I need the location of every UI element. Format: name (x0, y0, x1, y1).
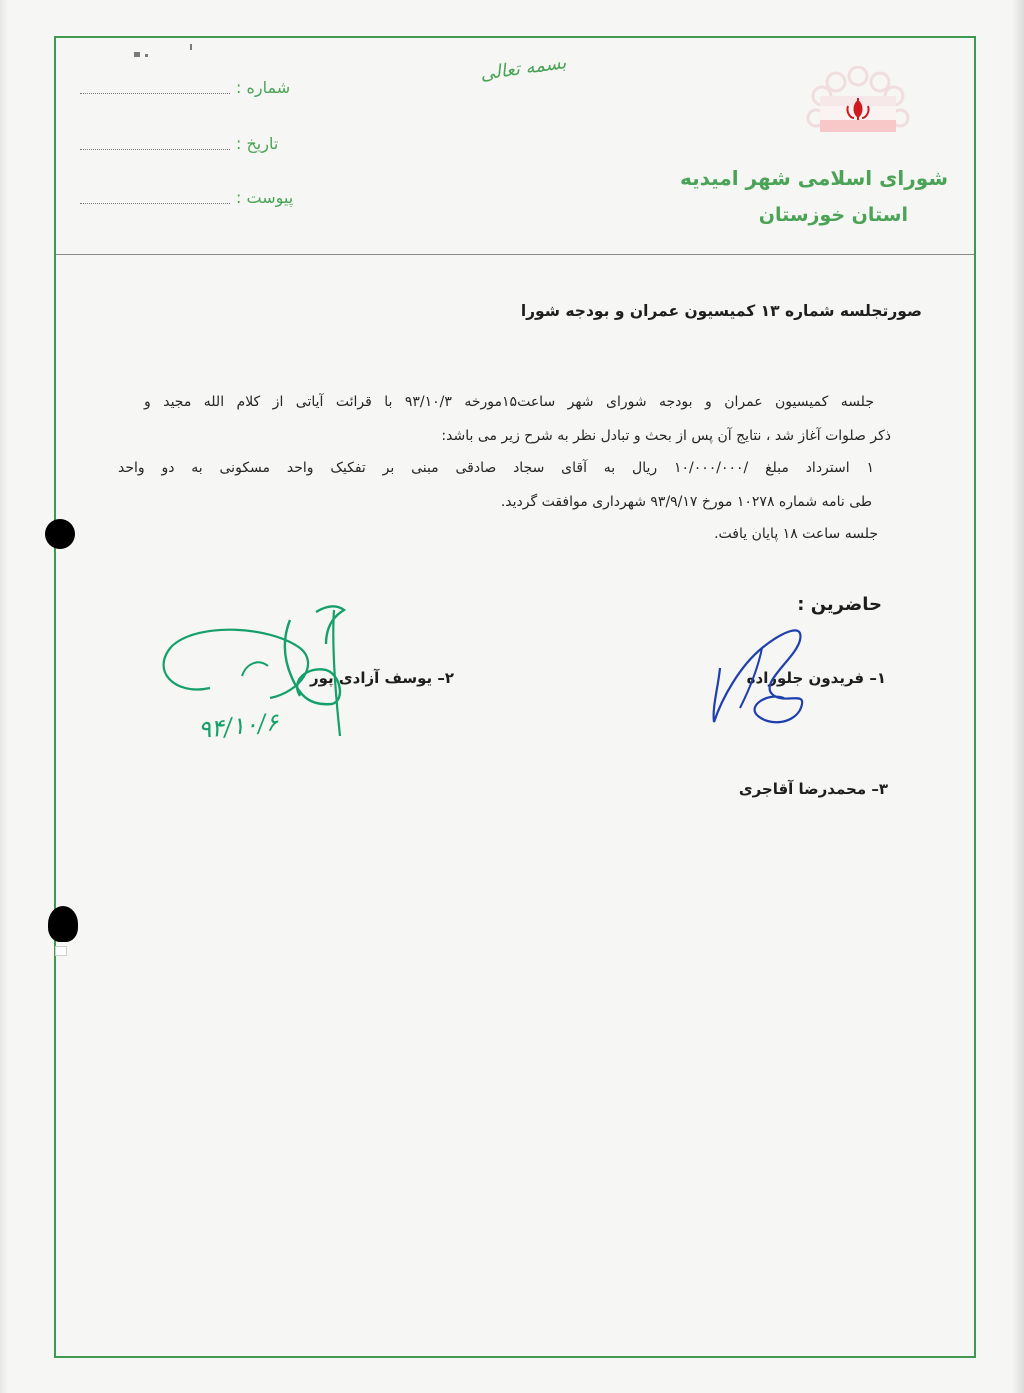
scan-artifact (134, 52, 140, 57)
punch-hole (45, 519, 75, 549)
iran-emblem-icon (806, 66, 910, 140)
council-name: شورای اسلامی شهر امیدیه (679, 166, 948, 190)
closing-line: جلسه ساعت ۱۸ پایان یافت. (714, 526, 878, 542)
attachment-field (80, 188, 293, 207)
attachment-dotted-line (80, 193, 230, 204)
number-field (80, 78, 290, 97)
bismillah: بسمه تعالی (478, 52, 568, 85)
paper-tear (55, 946, 67, 956)
scan-artifact (145, 54, 148, 57)
punch-hole (48, 906, 78, 942)
attendee-3: ۳– محمدرضا آقاجری (738, 780, 888, 798)
scan-artifact (190, 44, 192, 50)
attendees-heading: حاضرین : (797, 594, 882, 615)
attachment-label: پیوست : (236, 188, 294, 207)
paragraph-line: ذکر صلوات آغاز شد ، نتایج آن پس از بحث و تبادل نظر به شرح زیر می باشد: (441, 428, 891, 444)
item-line: ۱ استرداد مبلغ /۱۰/۰۰۰/۰۰۰ ریال به آقای سجاد صادقی مبنی بر تفکیک واحد مسکونی به دو واحد (118, 460, 874, 476)
date-field (80, 134, 278, 153)
header-divider (56, 254, 974, 255)
attendee-2: ۲– یوسف آزادی پور (309, 669, 454, 687)
signature-blue (700, 618, 840, 730)
date-dotted-line (80, 139, 230, 150)
attendee-1: ۱– فریدون جلوزاده (746, 669, 886, 687)
number-dotted-line (80, 83, 230, 94)
date-label: تاریخ : (236, 134, 279, 153)
item-line: طی نامه شماره ۱۰۲۷۸ مورخ ۹۳/۹/۱۷ شهرداری موافقت گردید. (500, 494, 872, 510)
document-title: صورتجلسه شماره ۱۳ کمیسیون عمران و بودجه شورا (520, 302, 922, 320)
number-label: شماره : (236, 78, 291, 97)
paragraph-line: جلسه کمیسیون عمران و بودجه شورای شهر ساعت۱۵مورخه ۹۳/۱۰/۳ با قرائت آیاتی از کلام الله مجید و (144, 394, 874, 410)
province-name: استان خوزستان (758, 204, 908, 226)
signature-date: ۹۴/۱۰/۶ (196, 707, 280, 745)
